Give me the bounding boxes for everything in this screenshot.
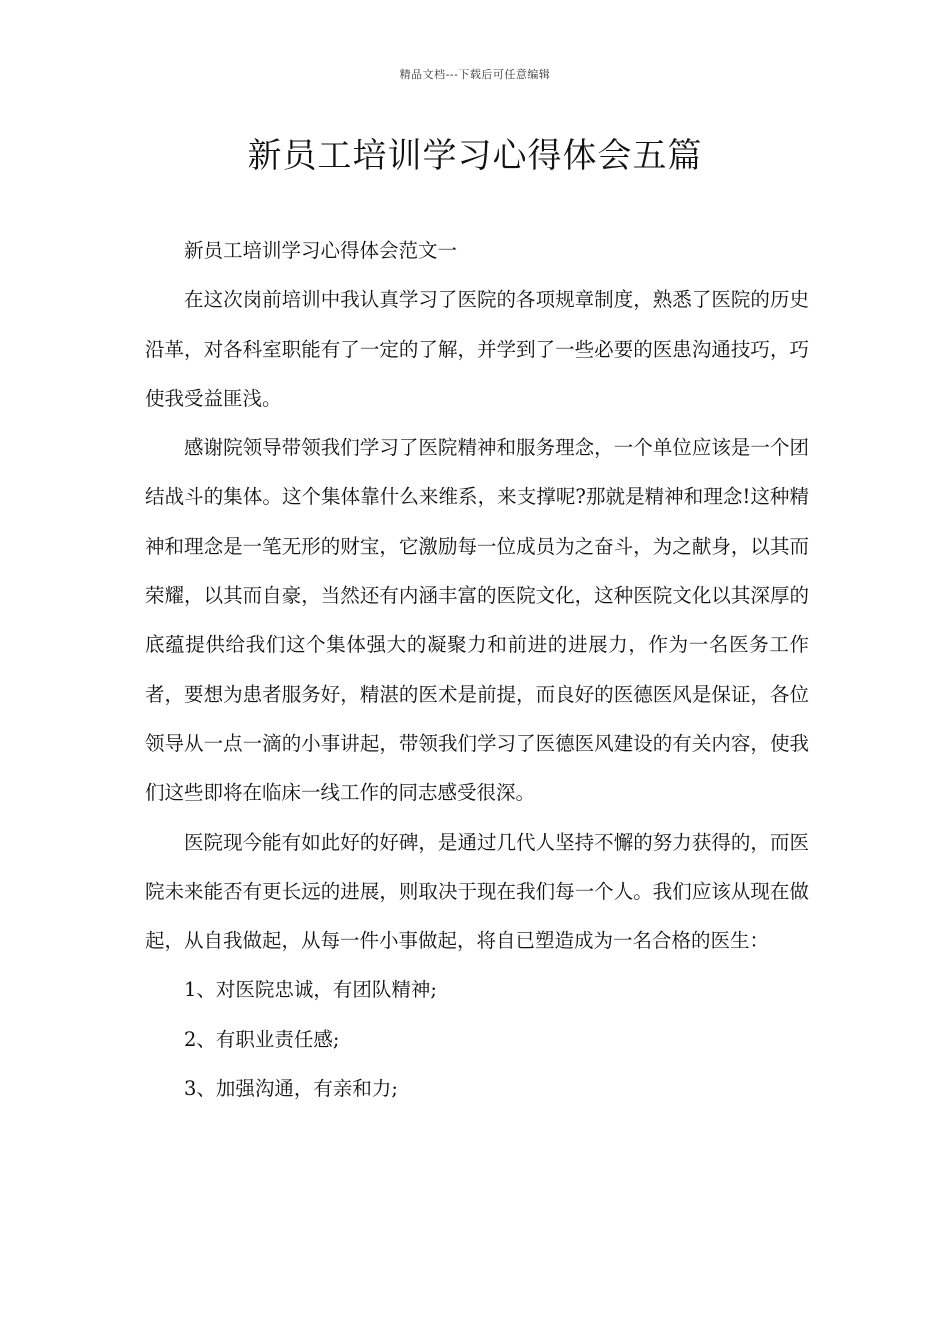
list-item: 3、加强沟通，有亲和力; xyxy=(184,1077,398,1101)
document-title: 新员工培训学习心得体会五篇 xyxy=(247,136,703,176)
document-body xyxy=(145,226,809,1113)
list-item: 2、有职业责任感; xyxy=(184,1027,340,1051)
page-header-note: 精品文档---下载后可任意编辑 xyxy=(399,68,551,81)
section-heading: 新员工培训学习心得体会范文一 xyxy=(184,239,458,262)
paragraph: 在这次岗前培训中我认真学习了医院的各项规章制度，熟悉了医院的历史沿革，对各科室职能有了一定的了解，并学到了一些必要的医患沟通技巧，巧使我受益匪浅。 xyxy=(145,288,809,410)
paragraph: 医院现今能有如此好的好碑，是通过几代人坚持不懈的努力获得的，而医院未来能否有更长远的进展，则取决于现在我们每一个人。我们应该从现在做起，从自我做起，从每一件小事做起，将自已塑造成为一名合格的医生： xyxy=(145,830,809,953)
list-item: 1、对医院忠诚，有团队精神; xyxy=(184,978,437,1002)
paragraph: 感谢院领导带领我们学习了医院精神和服务理念，一个单位应该是一个团结战斗的集体。这个集体靠什么来维系，来支撑呢?那就是精神和理念!这种精神和理念是一笔无形的财宝，它激励每一位成员为之奋斗，为之献身，以其而荣耀，以其而自豪，当然还有内涵丰富的医院文化，这种医院文化以其深厚的底蕴提供给我们这个集体强大的凝聚力和前进的进展力，作为一名医务工作者，要想为患者服务好，精湛的医术是前提，而良好的医德医风是保证，各位领导从一点一滴的小事讲起，带领我们学习了医德医风建设的有关内容，使我们这些即将在临床一线工作的同志感受很深。 xyxy=(145,436,809,805)
